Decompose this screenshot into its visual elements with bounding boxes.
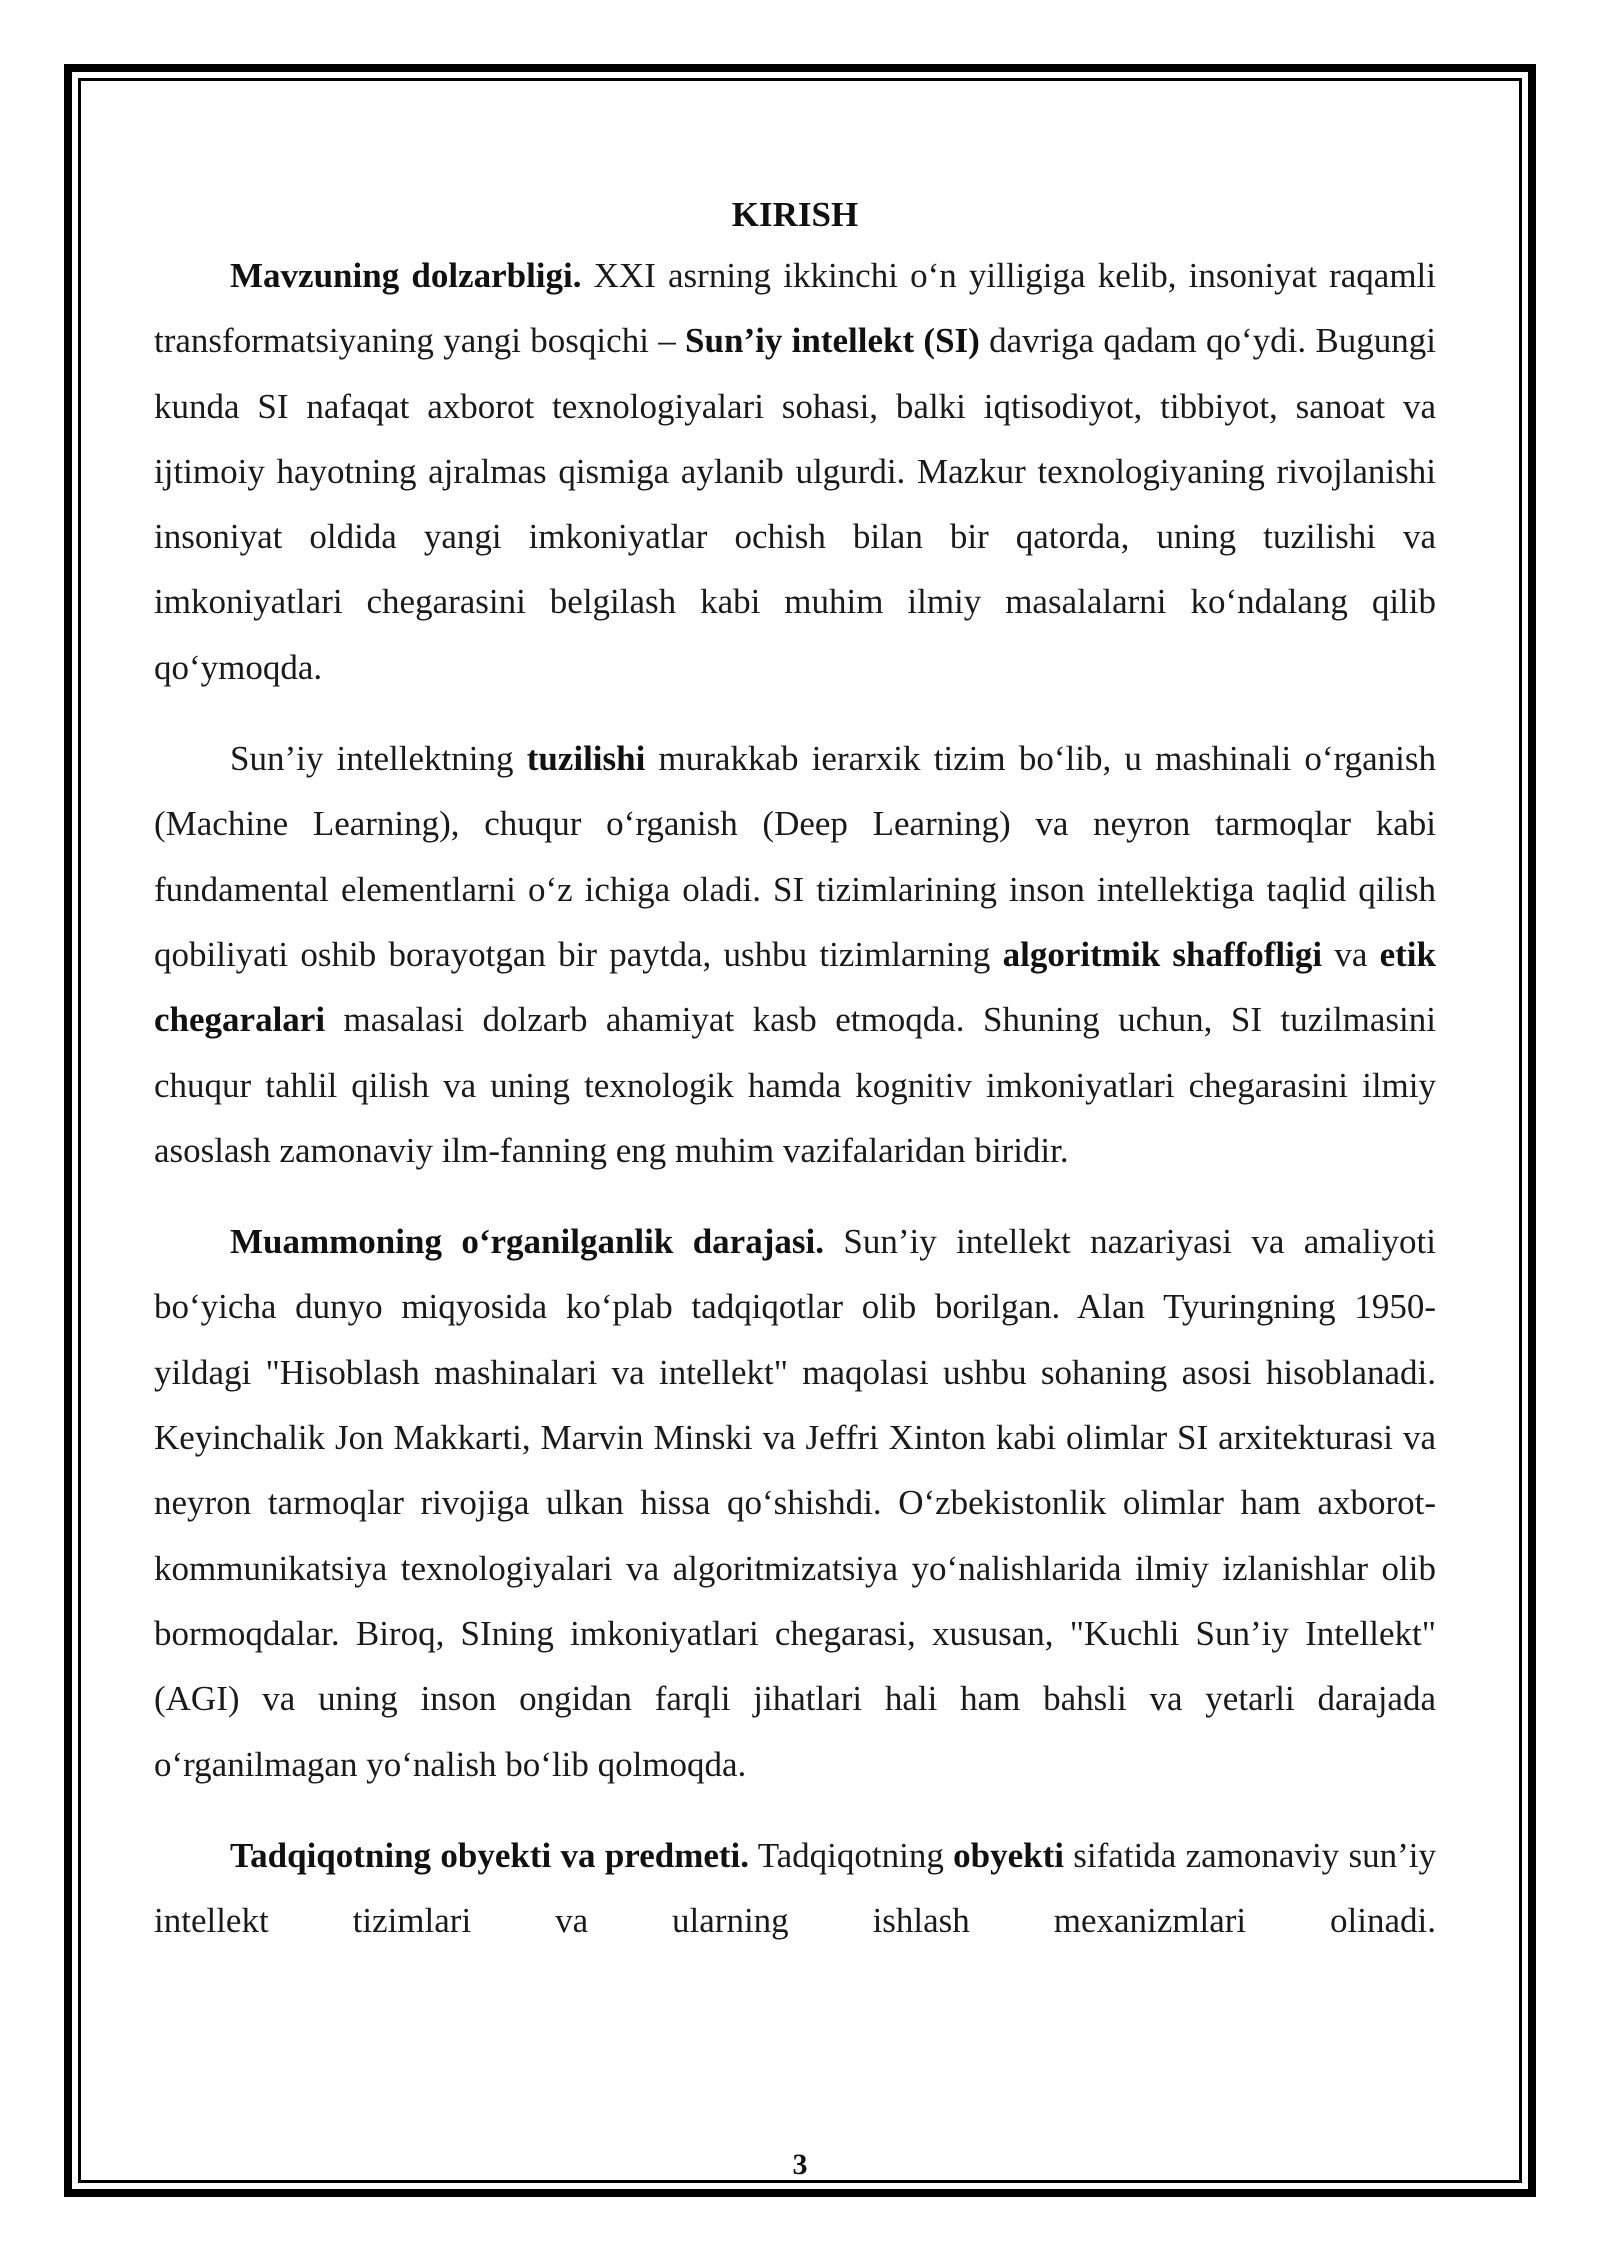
section-heading: KIRISH bbox=[731, 195, 859, 234]
paragraph-text: Sun’iy intellektning bbox=[230, 739, 527, 779]
paragraph-text: davriga qadam qo‘ydi. Bugungi kunda SI nafaqat axborot texnologiyalari sohasi, balki iqtisodiyot, tibbiyot, sanoat va ijtimoiy hayotning ajralmas qismiga aylanib ulgurdi. Mazkur texnologiyaning rivojlanishi insoniyat oldida yangi imkoniyatlar ochish bilan bir qatorda, uning tuzilishi va imkoniyatlari chegarasini belgilash kabi muhim ilmiy masalalarni ko‘ndalang qilib qo‘ymoqda. bbox=[154, 321, 1437, 687]
page-number: 3 bbox=[792, 2148, 808, 2181]
paragraph-lead: Muammoning o‘rganilganlik darajasi. bbox=[230, 1222, 824, 1262]
bold-term: tuzilishi bbox=[526, 739, 646, 779]
paragraph-structure bbox=[154, 726, 1436, 1183]
paragraph-text: XXI asrning ikkinchi o‘n yilligiga kelib, insoniyat raqamli transformatsiyaning yangi bosqichi – bbox=[154, 256, 1436, 361]
bold-term: algoritmik shaffofligi bbox=[1002, 934, 1323, 974]
bold-term: Sun’iy intellekt (SI) bbox=[685, 321, 980, 361]
paragraph-relevance bbox=[154, 243, 1436, 700]
bold-term: obyekti bbox=[953, 1835, 1064, 1875]
document-body bbox=[154, 186, 1436, 1953]
bold-term: etik chegaralari bbox=[154, 934, 1436, 1040]
paragraph-text: sifatida zamonaviy sun’iy intellekt tizimlari va ularning ishlash mexanizmlari olinadi. bbox=[154, 1835, 1436, 1941]
paragraph-lead: Mavzuning dolzarbligi. bbox=[230, 256, 582, 295]
paragraph-text: murakkab ierarxik tizim bo‘lib, u mashinali o‘rganish (Machine Learning), chuqur o‘rganish (Deep Learning) va neyron tarmoqlar kabi fundamental elementlarni o‘z ichiga oladi. SI tizimlarining inson intellektiga taqlid qilish qobiliyati oshib borayotgan bir paytda, ushbu tizimlarning bbox=[154, 739, 1436, 974]
paragraph-study-level bbox=[154, 1209, 1436, 1797]
paragraph-object-subject bbox=[154, 1823, 1436, 1954]
paragraph-text: masalasi dolzarb ahamiyat kasb etmoqda. Shuning uchun, SI tuzilmasini chuqur tahlil qilish va uning texnologik hamda kognitiv imkoniyatlari chegarasini ilmiy asoslash zamonaviy ilm-fanning eng muhim vazifalaridan biridir. bbox=[154, 1000, 1436, 1170]
paragraph-lead: Tadqiqotning obyekti va predmeti. bbox=[230, 1835, 750, 1875]
paragraph-text: Sun’iy intellekt nazariyasi va amaliyoti bo‘yicha dunyo miqyosida ko‘plab tadqiqotlar olib borilgan. Alan Tyuringning 1950-yildagi "Hisoblash mashinalari va intellekt" maqolasi ushbu sohaning asosi hisoblanadi. Keyinchalik Jon Makkarti, Marvin Minski va Jeffri Xinton kabi olimlar SI arxitekturasi va neyron tarmoqlar rivojiga ulkan hissa qo‘shishdi. O‘zbekistonlik olimlar ham axborot-kommunikatsiya texnologiyalari va algoritmizatsiya yo‘nalishlarida ilmiy izlanishlar olib bormoqdalar. Biroq, SIning imkoniyatlari chegarasi, xususan, "Kuchli Sun’iy Intellekt" (AGI) va uning inson ongidan farqli jihatlari hali ham bahsli va yetarli darajada o‘rganilmagan yo‘nalish bo‘lib qolmoqda. bbox=[154, 1222, 1436, 1784]
paragraph-text: va bbox=[1322, 934, 1380, 974]
paragraph-text: Tadqiqotning bbox=[749, 1835, 954, 1875]
